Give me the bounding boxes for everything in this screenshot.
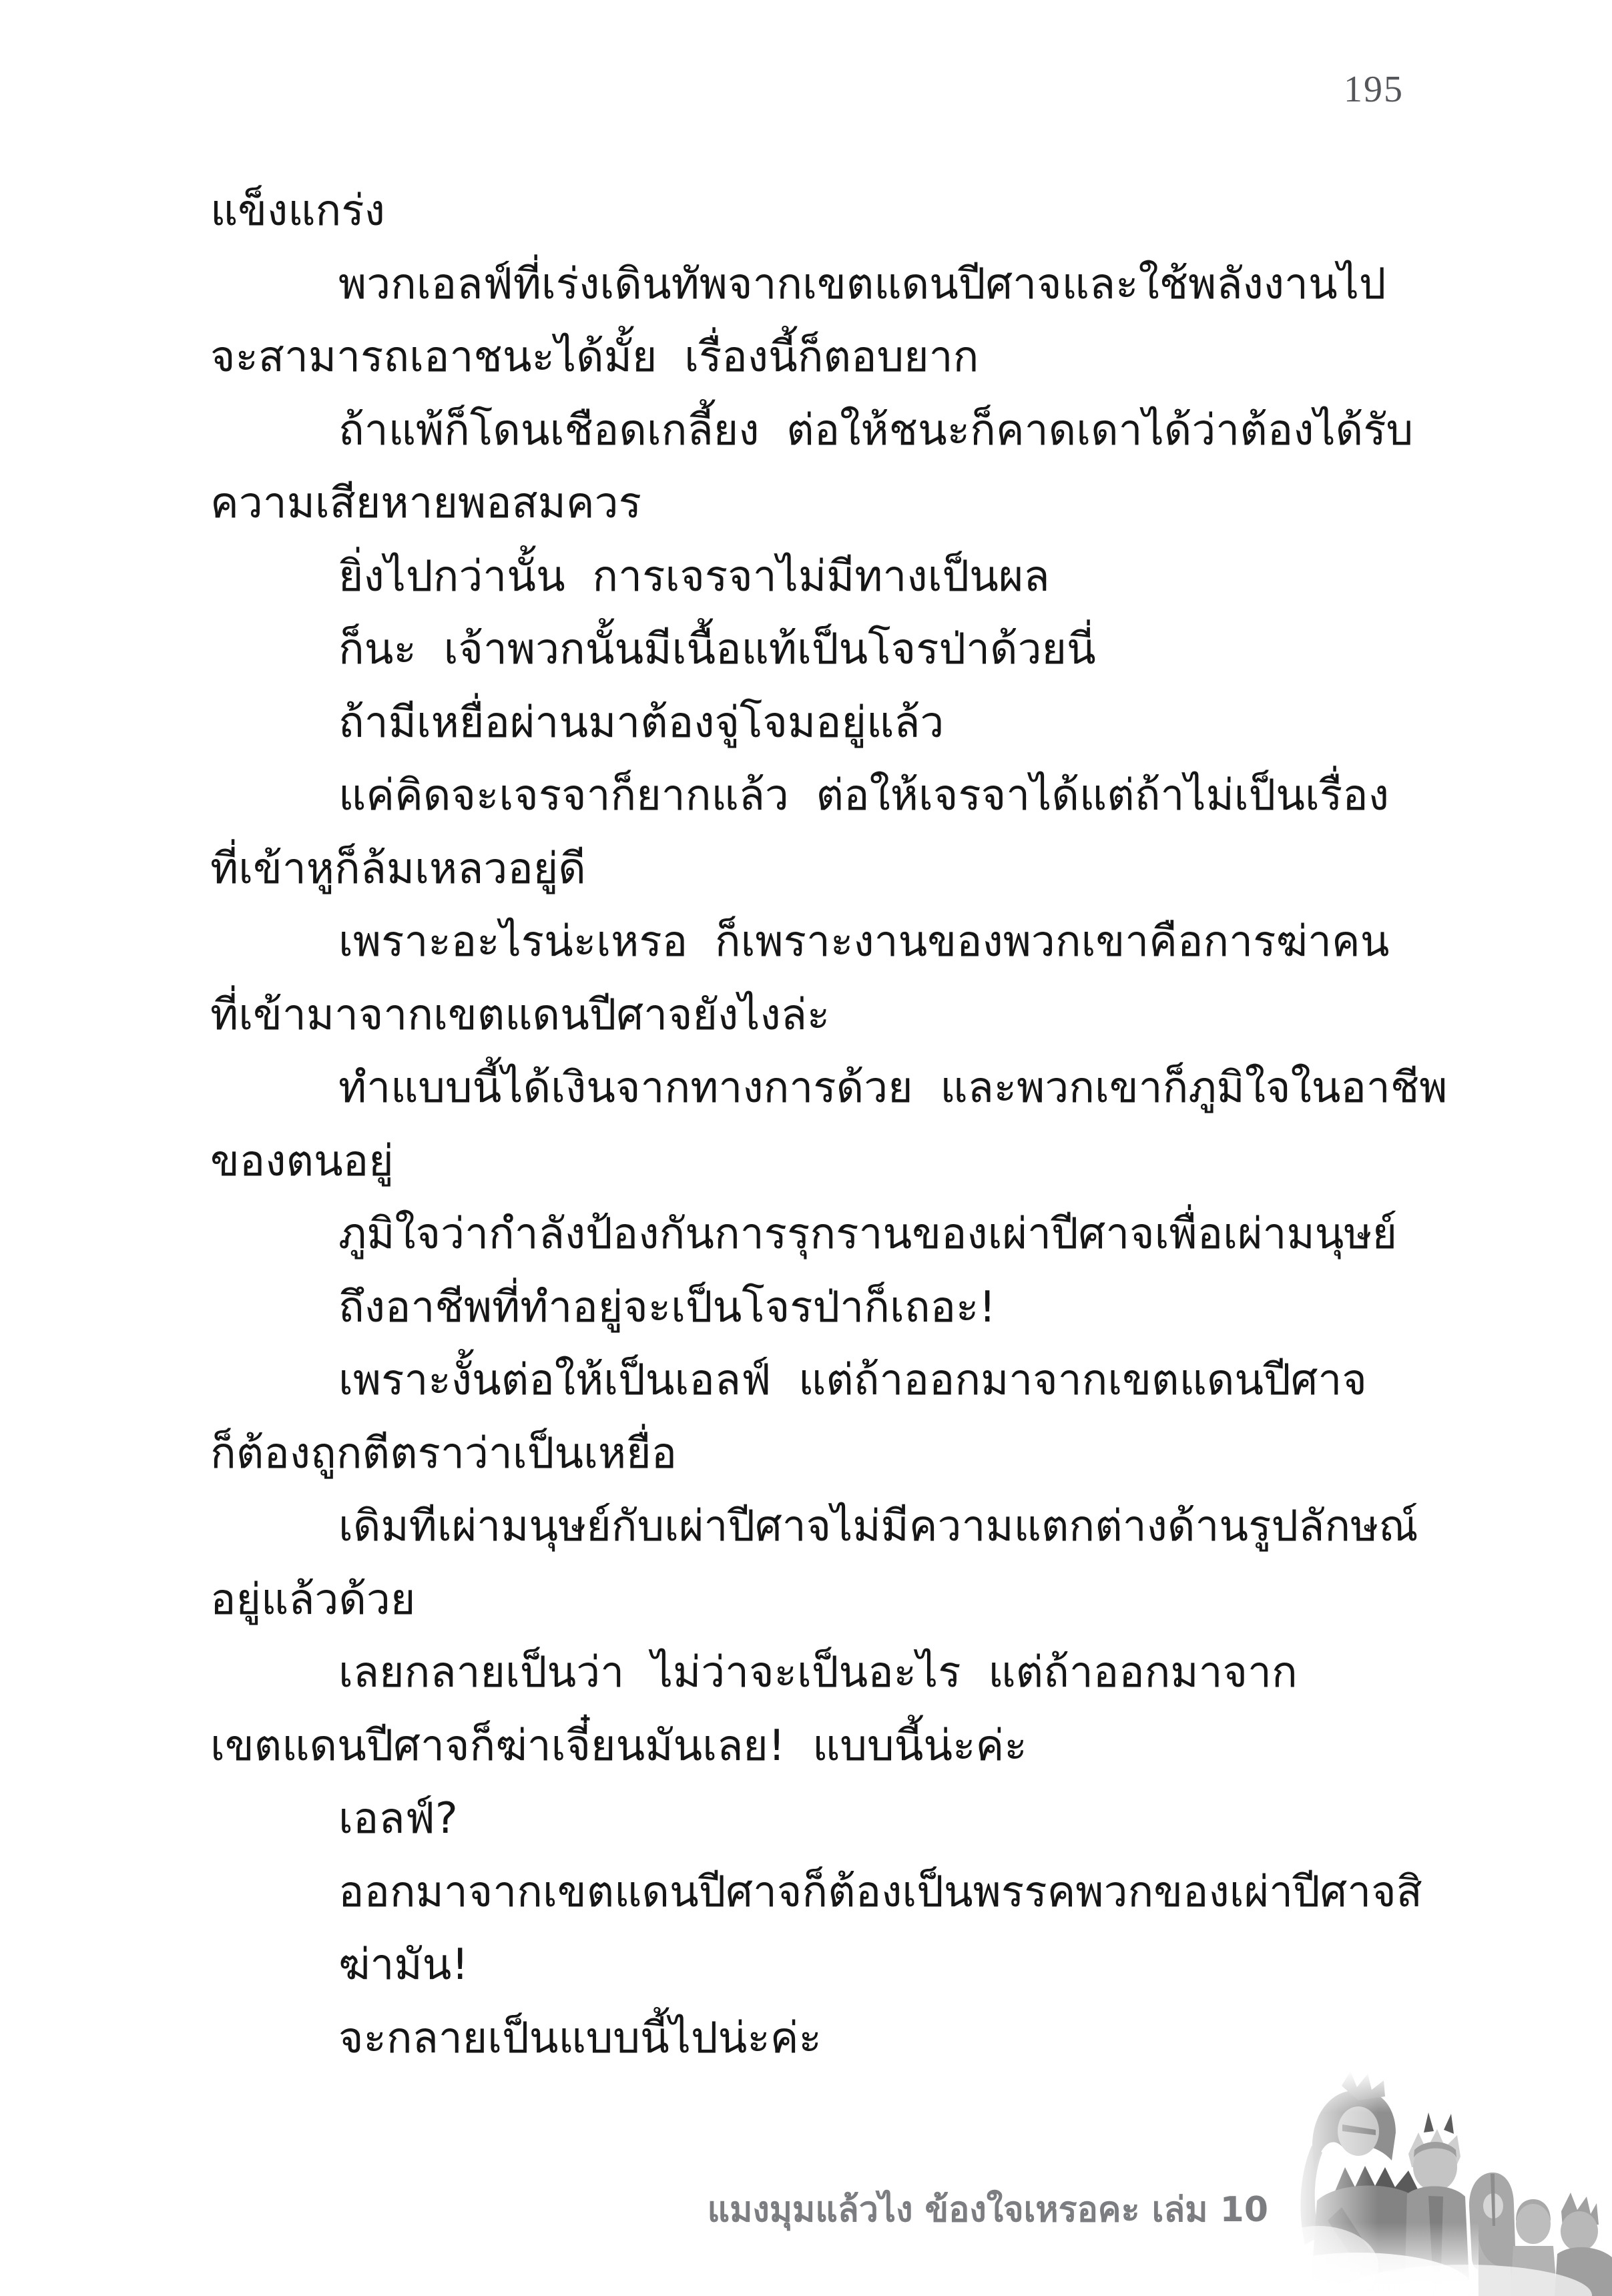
- text-line: พวกเอลฟ์ที่เร่งเดินทัพจากเขตแดนปีศาจและใช้พลังงานไป: [338, 259, 1386, 309]
- text-line: เขตแดนปีศาจก็ฆ่าเจี๋ยนมันเลย! แบบนี้น่ะค่ะ: [210, 1721, 1027, 1771]
- text-line: ถ้าแพ้ก็โดนเชือดเกลี้ยง ต่อให้ชนะก็คาดเดาได้ว่าต้องได้รับ: [338, 405, 1414, 455]
- text-line: ยิ่งไปกว่านั้น การเจรจาไม่มีทางเป็นผล: [338, 551, 1050, 601]
- text-line: เดิมทีเผ่ามนุษย์กับเผ่าปีศาจไม่มีความแตกต่างด้านรูปลักษณ์: [338, 1502, 1418, 1551]
- text-line: จะสามารถเอาชนะได้มั้ย เรื่องนี้ก็ตอบยาก: [210, 332, 979, 382]
- page-number: 195: [1344, 69, 1404, 110]
- footer-book-title: แมงมุมแล้วไง ข้องใจเหรอคะ เล่ม 10: [707, 2190, 1268, 2230]
- text-line: ที่เข้าหูก็ล้มเหลวอยู่ดี: [210, 844, 586, 894]
- text-line: เอลฟ์?: [338, 1794, 458, 1843]
- text-line: ถ้ามีเหยื่อผ่านมาต้องจู่โจมอยู่แล้ว: [338, 697, 945, 748]
- text-line: ถึงอาชีพที่ทำอยู่จะเป็นโจรป่าก็เถอะ!: [338, 1282, 997, 1332]
- body-text: [210, 175, 1448, 2075]
- text-line: แค่คิดจะเจรจาก็ยากแล้ว ต่อให้เจรจาได้แต่ถ้าไม่เป็นเรื่อง: [338, 771, 1389, 820]
- text-line: ออกมาจากเขตแดนปีศาจก็ต้องเป็นพรรคพวกของเผ่าปีศาจสิ: [338, 1867, 1422, 1917]
- text-line: ฆ่ามัน!: [338, 1940, 469, 1990]
- text-line: ก็นะ เจ้าพวกนั้นมีเนื้อแท้เป็นโจรป่าด้วยนี่: [338, 625, 1096, 674]
- text-line: ก็ต้องถูกตีตราว่าเป็นเหยื่อ: [210, 1428, 678, 1478]
- text-line: อยู่แล้วด้วย: [210, 1574, 416, 1625]
- text-line: ความเสียหายพอสมควร: [210, 479, 641, 528]
- text-line: ของตนอยู่: [210, 1136, 394, 1186]
- character-group-sketch: [1278, 2066, 1612, 2296]
- text-line: เลยกลายเป็นว่า ไม่ว่าจะเป็นอะไร แต่ถ้าออกมาจาก: [338, 1648, 1298, 1697]
- text-line: จะกลายเป็นแบบนี้ไปน่ะค่ะ: [338, 2013, 822, 2063]
- text-line: เพราะอะไรน่ะเหรอ ก็เพราะงานของพวกเขาคือการฆ่าคน: [338, 917, 1390, 966]
- text-line: แข็งแกร่ง: [210, 186, 385, 236]
- text-line: ภูมิใจว่ากำลังป้องกันการรุกรานของเผ่าปีศาจเพื่อเผ่ามนุษย์: [338, 1209, 1398, 1259]
- text-line: ทำแบบนี้ได้เงินจากทางการด้วย และพวกเขาก็ภูมิใจในอาชีพ: [338, 1063, 1448, 1113]
- text-line: เพราะงั้นต่อให้เป็นเอลฟ์ แต่ถ้าออกมาจากเขตแดนปีศาจ: [338, 1356, 1367, 1405]
- text-line: ที่เข้ามาจากเขตแดนปีศาจยังไงล่ะ: [210, 990, 830, 1040]
- footer-illustration: [1278, 2066, 1612, 2296]
